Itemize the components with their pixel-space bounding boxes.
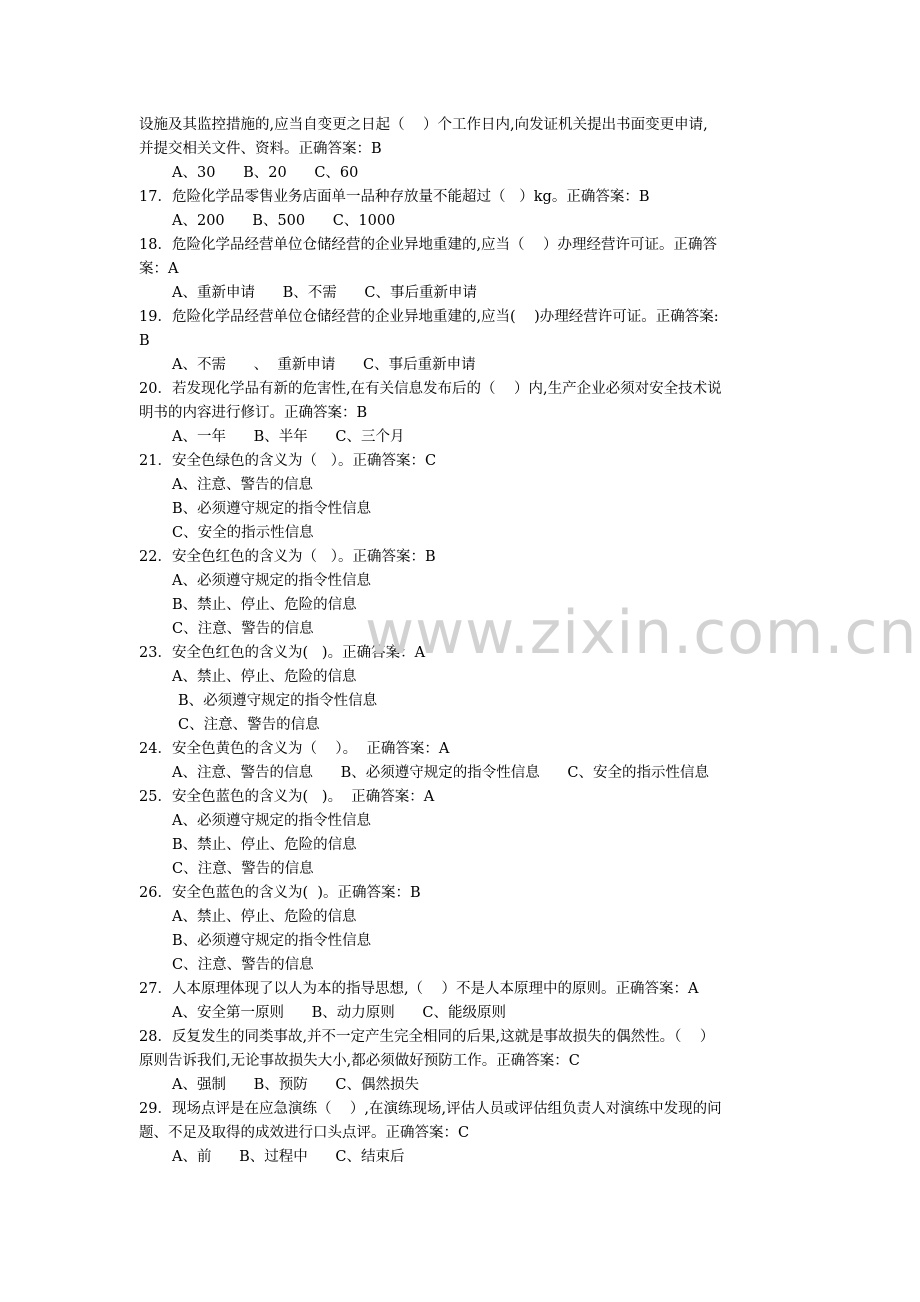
text-line: C、注意、警告的信息 (178, 717, 320, 733)
text-line: 案：A (139, 261, 179, 277)
text-line: 26．安全色蓝色的含义为( )。正确答案：B (139, 885, 421, 901)
text-line: 题、不足及取得的成效进行口头点评。正确答案：C (139, 1125, 470, 1141)
text-line: A、前 B、过程中 C、结束后 (172, 1149, 405, 1165)
text-line: C、安全的指示性信息 (172, 525, 314, 541)
text-line: A、安全第一原则 B、动力原则 C、能级原则 (172, 1005, 507, 1021)
text-line: 28．反复发生的同类事故,并不一定产生完全相同的后果,这就是事故损失的偶然性。（ ） (139, 1029, 715, 1045)
text-line: A、必须遵守规定的指令性信息 (172, 573, 371, 589)
text-line: B、禁止、停止、危险的信息 (172, 837, 357, 853)
text-line: 并提交相关文件、资料。正确答案：B (139, 141, 382, 157)
text-line: C、注意、警告的信息 (172, 861, 314, 877)
text-line: A、不需 、 重新申请 C、事后重新申请 (172, 357, 476, 373)
text-line: 明书的内容进行修订。正确答案：B (139, 405, 368, 421)
text-line: 27．人本原理体现了以人为本的指导思想,（ ）不是人本原理中的原则。正确答案：A (139, 981, 699, 997)
text-line: A、30 B、20 C、60 (172, 165, 359, 181)
text-line: 23．安全色红色的含义为( )。正确答案：A (139, 645, 426, 661)
text-line: C、注意、警告的信息 (172, 957, 314, 973)
text-line: A、必须遵守规定的指令性信息 (172, 813, 371, 829)
text-line: A、注意、警告的信息 B、必须遵守规定的指令性信息 C、安全的指示性信息 (172, 765, 710, 781)
text-line: 21．安全色绿色的含义为（ ）。正确答案：C (139, 453, 437, 469)
text-line: 25．安全色蓝色的含义为( )。 正确答案：A (139, 789, 435, 805)
text-line: C、注意、警告的信息 (172, 621, 314, 637)
text-line: B、必须遵守规定的指令性信息 (172, 501, 372, 517)
text-line: A、禁止、停止、危险的信息 (172, 669, 357, 685)
text-line: 原则告诉我们,无论事故损失大小,都必须做好预防工作。正确答案：C (139, 1053, 580, 1069)
text-line: A、重新申请 B、不需 C、事后重新申请 (172, 285, 478, 301)
text-line: 22．安全色红色的含义为（ ）。正确答案：B (139, 549, 436, 565)
text-line: A、注意、警告的信息 (172, 477, 313, 493)
text-line: B、禁止、停止、危险的信息 (172, 597, 357, 613)
watermark: www.zixin.com.cn (365, 598, 918, 668)
text-line: 29．现场点评是在应急演练（ ）,在演练现场,评估人员或评估组负责人对演练中发现的问 (139, 1101, 722, 1117)
text-line: 设施及其监控措施的,应当自变更之日起（ ）个工作日内,向发证机关提出书面变更申请, (139, 117, 708, 133)
text-line: 24．安全色黄色的含义为（ ）。 正确答案：A (139, 741, 450, 757)
text-line: B、必须遵守规定的指令性信息 (172, 933, 372, 949)
text-line: B (139, 333, 150, 349)
text-line: A、强制 B、预防 C、偶然损失 (172, 1077, 420, 1093)
text-line: B、必须遵守规定的指令性信息 (178, 693, 378, 709)
text-line: 19．危险化学品经营单位仓储经营的企业异地重建的,应当( )办理经营许可证。正确答案: (139, 309, 719, 325)
text-line: 17．危险化学品零售业务店面单一品种存放量不能超过（ ）kg。正确答案：B (139, 189, 650, 205)
text-line: 18．危险化学品经营单位仓储经营的企业异地重建的,应当（ ）办理经营许可证。正确答 (139, 237, 717, 253)
text-line: A、一年 B、半年 C、三个月 (172, 429, 405, 445)
text-line: A、200 B、500 C、1000 (172, 213, 396, 229)
text-line: A、禁止、停止、危险的信息 (172, 909, 357, 925)
text-line: 20．若发现化学品有新的危害性,在有关信息发布后的（ ）内,生产企业必须对安全技术说 (139, 381, 722, 397)
